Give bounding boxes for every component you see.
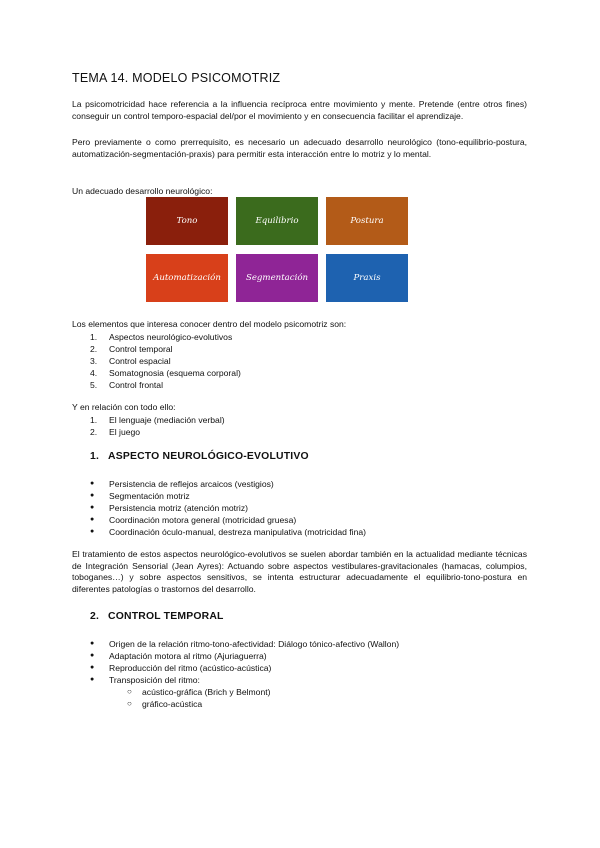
box-postura: Postura bbox=[326, 197, 408, 245]
intro-paragraph: La psicomotricidad hace referencia a la influencia recíproca entre movimiento y mente. Pretende (entre otros fines) conseguir un control temporo-espacial del/por el movimiento y en consecuencia facilitar el aprendizaje. bbox=[72, 99, 527, 121]
relation-list bbox=[90, 414, 225, 438]
list-item: 4. Somatognosia (esquema corporal) bbox=[90, 368, 241, 378]
list-item: 2. El juego bbox=[90, 427, 141, 437]
list-item: ● Coordinación motora general (motricidad gruesa) bbox=[90, 515, 297, 525]
list-item: ● Reproducción del ritmo (acústico-acústica) bbox=[90, 663, 272, 673]
circle-bullet-icon: ○ bbox=[127, 687, 132, 696]
elements-list bbox=[90, 331, 241, 391]
list-item: 5. Control frontal bbox=[90, 380, 163, 390]
bullet-icon: ● bbox=[90, 652, 95, 659]
sub-list-item: ○ acústico-gráfica (Brich y Belmont) bbox=[127, 687, 271, 697]
box-automatizacion: Automatización bbox=[146, 254, 228, 302]
list-item: ● Coordinación óculo-manual, destreza manipulativa (motricidad fina) bbox=[90, 527, 366, 537]
sensory-integration-paragraph: El tratamiento de estos aspectos neurológico-evolutivos se suelen abordar también en la actualidad mediante técnicas de Integración Sensorial (Jean Ayres): Actuando sobre aspectos vestibulares-gravitacionales (hamacas, columpios, toboganes…) y sobre aspectos sensitivos, se intenta estructurar adecuadamente el equilibrio-tono-postura en diferentes patologías o trastornos del desarrollo. bbox=[72, 549, 527, 594]
list-item: 1. Aspectos neurológico-evolutivos bbox=[90, 332, 233, 342]
box-equilibrio: Equilibrio bbox=[236, 197, 318, 245]
bullet-icon: ● bbox=[90, 676, 95, 683]
bullet-icon: ● bbox=[90, 492, 95, 499]
prerequisite-paragraph: Pero previamente o como prerrequisito, es necesario un adecuado desarrollo neurológico (tono-equilibrio-postura, automatización-segmentación-praxis) para permitir esta interacción entre lo motriz y lo mental. bbox=[72, 137, 527, 159]
box-segmentacion: Segmentación bbox=[236, 254, 318, 302]
list-item: ● Adaptación motora al ritmo (Ajuriaguerra) bbox=[90, 651, 267, 661]
bullet-icon: ● bbox=[90, 664, 95, 671]
section1-bullet-list bbox=[90, 478, 366, 538]
bullet-icon: ● bbox=[90, 516, 95, 523]
bullet-icon: ● bbox=[90, 480, 95, 487]
box-praxis: Praxis bbox=[326, 254, 408, 302]
box-tono: Tono bbox=[146, 197, 228, 245]
bullet-icon: ● bbox=[90, 504, 95, 511]
sub-list-item: ○ gráfico-acústica bbox=[127, 699, 203, 709]
neuro-development-diagram bbox=[146, 197, 408, 303]
bullet-icon: ● bbox=[90, 528, 95, 535]
list-item: ● Persistencia motriz (atención motriz) bbox=[90, 503, 248, 513]
section2-bullet-list bbox=[90, 638, 399, 710]
bullet-icon: ● bbox=[90, 640, 95, 647]
elements-intro: Los elementos que interesa conocer dentro del modelo psicomotriz son: bbox=[72, 319, 347, 329]
list-item: ● Transposición del ritmo: bbox=[90, 675, 200, 685]
document-title: TEMA 14. MODELO PSICOMOTRIZ bbox=[72, 71, 281, 85]
section-heading-control-temporal: 2. CONTROL TEMPORAL bbox=[90, 611, 224, 622]
list-item: ● Segmentación motriz bbox=[90, 491, 190, 501]
list-item: ● Origen de la relación ritmo-tono-afectividad: Diálogo tónico-afectivo (Wallon) bbox=[90, 639, 400, 649]
neuro-development-label: Un adecuado desarrollo neurológico: bbox=[72, 186, 213, 196]
circle-bullet-icon: ○ bbox=[127, 699, 132, 708]
list-item: 3. Control espacial bbox=[90, 356, 171, 366]
list-item: 1. El lenguaje (mediación verbal) bbox=[90, 415, 225, 425]
list-item: ● Persistencia de reflejos arcaicos (vestigios) bbox=[90, 479, 274, 489]
section-heading-neurologico: 1. ASPECTO NEUROLÓGICO-EVOLUTIVO bbox=[90, 451, 309, 462]
relation-intro: Y en relación con todo ello: bbox=[72, 402, 176, 412]
list-item: 2. Control temporal bbox=[90, 344, 173, 354]
